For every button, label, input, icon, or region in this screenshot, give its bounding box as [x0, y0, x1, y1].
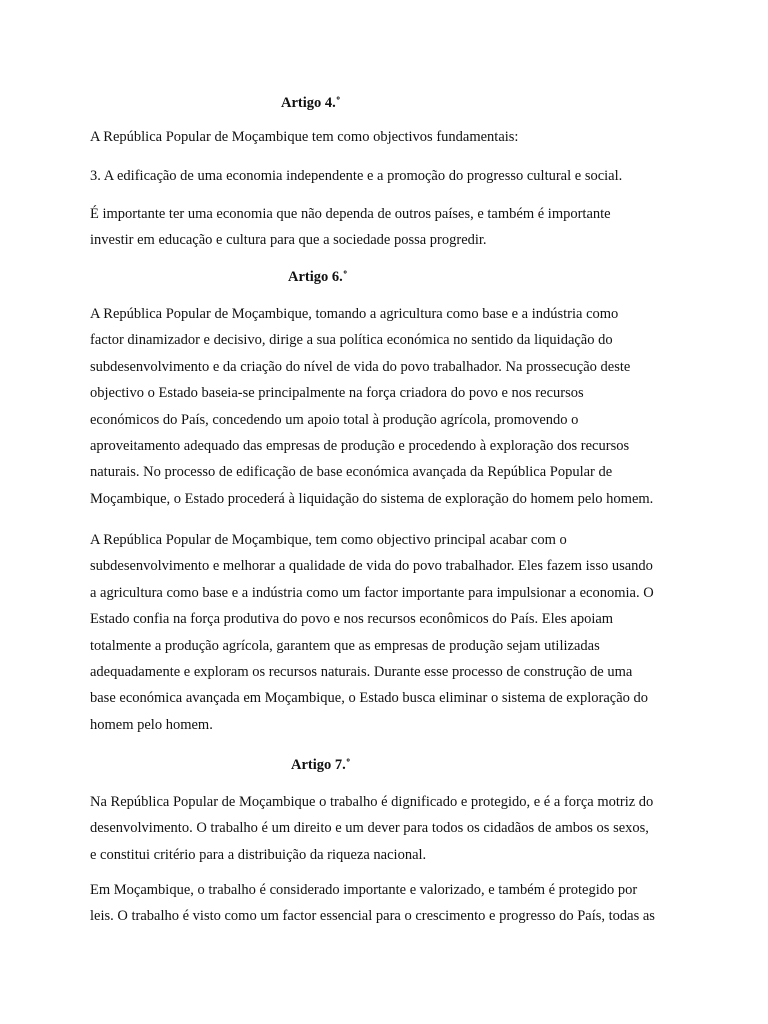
text-line: a agricultura como base e a indústria como um factor importante para impulsionar a economia. O: [90, 584, 654, 601]
text-line: base económica avançada em Moçambique, o Estado busca eliminar o sistema de exploração do: [90, 690, 649, 707]
text-line: aproveitamento adequado das empresas de produção e procedendo à exploração dos recursos: [90, 438, 630, 455]
text-line: investir em educação e cultura para que a sociedade possa progredir.: [90, 232, 487, 249]
text-line: naturais. No processo de edificação de base económica avançada da República Popular de: [90, 464, 613, 481]
heading-artigo-6: Artigo 6.˚: [288, 269, 348, 285]
text-line: leis. O trabalho é visto como um factor essencial para o crescimento e progresso do País, todas as: [90, 908, 655, 925]
text-line: Estado confia na força produtiva do povo e nos recursos econômicos do País. Eles apoiam: [90, 611, 614, 628]
paragraph-artigo-7-explanation: [90, 877, 690, 930]
text-line: A República Popular de Moçambique tem como objectivos fundamentais:: [90, 129, 519, 145]
paragraph-objectivos: [90, 124, 690, 150]
text-line: económicos do País, concedendo um apoio total à produção agrícola, promovendo o: [90, 411, 579, 428]
heading-artigo-7: Artigo 7.˚: [291, 757, 351, 773]
text-line: adequadamente e exploram os recursos naturais. Durante esse processo de construção de uma: [90, 664, 633, 681]
text-line: Moçambique, o Estado procederá à liquidação do sistema de exploração do homem pelo homem.: [90, 490, 654, 507]
text-line: Na República Popular de Moçambique o trabalho é dignificado e protegido, e é a força motriz do: [90, 794, 654, 810]
text-line: objectivo o Estado baseia-se principalmente na força criadora do povo e nos recursos: [90, 385, 584, 402]
paragraph-item-3: [90, 163, 690, 189]
text-line: homem pelo homem.: [90, 716, 213, 733]
text-line: É importante ter uma economia que não dependa de outros países, e também é importante: [90, 206, 611, 222]
text-line: totalmente a produção agrícola, garantem que as empresas de produção sejam utilizadas: [90, 637, 600, 654]
text-line: desenvolvimento. O trabalho é um direito e um dever para todos os cidadãos de ambos os sexos,: [90, 820, 649, 837]
paragraph-artigo-6-text: [90, 301, 690, 512]
text-line: subdesenvolvimento e melhorar a qualidade de vida do povo trabalhador. Eles fazem isso usando: [90, 558, 653, 575]
paragraph-artigo-7-text: [90, 789, 690, 868]
text-line: A República Popular de Moçambique, tem como objectivo principal acabar com o: [90, 532, 567, 548]
text-line: subdesenvolvimento e da criação do nível de vida do povo trabalhador. Na prossecução deste: [90, 358, 631, 375]
text-line: 3. A edificação de uma economia independente e a promoção do progresso cultural e social.: [90, 168, 623, 184]
text-line: factor dinamizador e decisivo, dirige a sua política económica no sentido da liquidação do: [90, 332, 613, 349]
text-line: A República Popular de Moçambique, tomando a agricultura como base e a indústria como: [90, 306, 619, 322]
text-line: Em Moçambique, o trabalho é considerado importante e valorizado, e também é protegido por: [90, 882, 638, 898]
paragraph-economia: [90, 201, 690, 254]
paragraph-artigo-6-explanation: [90, 527, 690, 738]
text-line: e constitui critério para a distribuição da riqueza nacional.: [90, 846, 427, 863]
heading-artigo-4: Artigo 4.˚: [281, 95, 341, 111]
